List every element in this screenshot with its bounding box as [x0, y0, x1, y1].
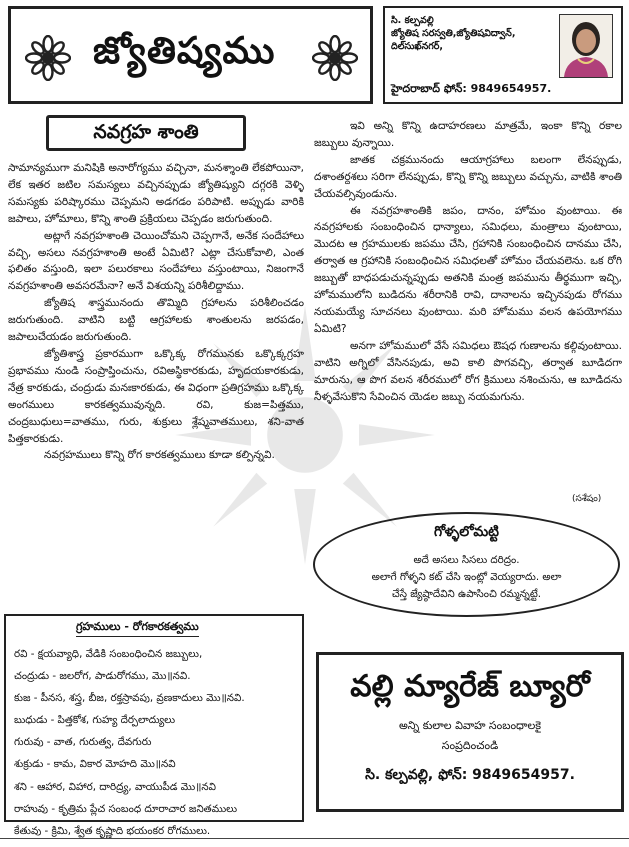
list-item: బుధుడు - పిత్తకోశ, గుహ్య దేర్పలాద్యులు [14, 714, 176, 727]
list-item: కుజ - పీనస, శస్త్ర, బీజ, రక్తస్రావపు, వ్రణకాదులు మొ॥నవి. [14, 692, 245, 705]
paragraph: ఈ నవగ్రహశాంతికి జపం, దానం, హోమం వుంటాయి. ఈ నవగ్రహాలకు సంబంధించిన ధాన్యాలు, సమిధలు, మంత్రాలు వుంటాయి, మొదట ఆ గ్రహములకు జపము చేసి, గ్రహానికి సంబంధించిన దానము చేసి, తర్వాత ఆ గ్రహానికి సంబంధించిన సమిధలతో హోమం చేయవలెను. ఒక రోగి జబ్బుతో బాధపడుచున్నప్పుడు అతనికి మంత్ర జపమును తీర్థముగా ఇచ్చి, హోమములోని బుడిదను శరీరానికి రావి, దానాలను ఇచ్చినపుడు రోగము నయమయ్యే సూచనలు వుంటాయి. మరి హోమము వలన ఉపయోగము ఏమిటి? [314, 204, 622, 335]
list-item: రాహువు - కృత్రిమ ప్లేచ సంబంధ దూరాచార జనితములు [14, 802, 238, 815]
column-title: జ్యోతిష్యము [93, 29, 276, 72]
continued-note: (సశేషం) [572, 494, 602, 504]
article-left-column [8, 160, 304, 464]
paragraph: సామాన్యముగా మనిషికి అనారోగ్యము వచ్చినా, మనశ్శాంతి లేకపోయినా, లేక ఇతర జటిల సమస్యలు వచ్చినప్పుడు జ్యోతిష్యుని దగ్గరకి వెళ్ళి సమస్యకు పరిష్కారము చెప్పమని అడగడం పరిపాటి. అప్పుడు వారికి జపాలు, హోమాలు, కొన్ని శాంతి ప్రక్రియలు చెప్పడం జరుగుతుంది. [8, 162, 304, 225]
bureau-phone: సి. కల్పవల్లి, ఫోన్: 9849654957. [365, 767, 575, 783]
bureau-line: సంప్రదించండి [441, 739, 499, 752]
author-locality: దిల్‌సుఖ్‌నగర్, [391, 41, 444, 53]
bottom-divider [0, 838, 629, 839]
paragraph: ఇవి అన్ని కొన్ని ఉదాహరణలు మాత్రమే, ఇంకా కొన్ని రకాల జబ్బులు వున్నాయి. [314, 120, 622, 149]
bureau-line: అన్ని కులాల వివాహ సంబంధాలకై [398, 719, 542, 732]
gollalo-text [335, 552, 598, 603]
author-phone: హైదరాబాద్ ఫోన్: 9849654957. [391, 82, 552, 95]
gollalo-line: చేస్తే జ్యేష్ఠాదేవిని ఉపాసించి రమ్మన్నట్టే. [391, 588, 542, 600]
graha-list [14, 643, 302, 842]
paragraph: జ్యోతిశాస్త్ర ప్రకారముగా ఒక్కొక్క రోగమునకు ఒక్కొక్కగ్రహ ప్రభావము నుండి సంప్రాప్తించును, రవిఅస్థికారకుడు, హృదయకారకుడు, నేత్ర కారకుడు, చంద్రుడు మనఃకారకుడు, ఈ విధంగా ప్రతిగ్రహము ఒక్కొక్క అంగములు కారకత్వమువున్నది. రవి, కుజ=పిత్తము, చంద్రబుధులు=వాతము, గురు, శుక్రులు శ్లేష్మవాతములు, శని-వాత పిత్తకారకుడు. [8, 347, 305, 445]
graha-box-heading: గ్రహములు - రోగకారకత్వము [76, 620, 199, 637]
gollalo-line: అలాగే గోళ్ళని కట్ చేసి ఇంట్లో వెయ్యరాదు. అలా [371, 571, 562, 583]
person-icon [560, 15, 612, 77]
flower-ornament-icon [25, 35, 71, 81]
article-right-column [314, 118, 622, 405]
flower-ornament-icon [312, 35, 358, 81]
paragraph: నవగ్రహములు కొన్ని రోగ కారకత్వములు కూడా కల్పిన్నవి. [44, 449, 275, 462]
paragraph: జ్యోతిష శాస్త్రమునందు తొమ్మిది గ్రహాలను పరిశీలించడం జరుగుతుంది. వాటిని బట్టి ఆగ్రహాలకు శాంతులను జరపడం, జపాలుచేయడం జరుగుతుంది. [8, 297, 304, 344]
list-item: శుక్రుడు - కామ, వికార మోహది మొ॥నవి [14, 758, 176, 771]
list-item: చంద్రుడు - జలరోగ, పాడురోగము, మొ॥నవి. [14, 670, 191, 683]
paragraph: అట్లాగే నవగ్రహశాంతి చెయించోమని చెప్పగానే, అనేక సందేహాలు వచ్చి, అసలు నవగ్రహశాంతి అంటే ఏమిటి? ఎట్లా చేసుకోవాలి, ఎంత ఫలితం వస్తుంది, ఇలా పలురకాలు సందేహాలు వస్తుంటాయి, నిజంగానే నవగ్రహశాంతి అవసరమేనా? అనే విశయన్ని పరిశీలిద్దాము. [8, 229, 304, 293]
column-title-box [8, 6, 373, 104]
list-item: కేతువు - క్రిమి, శ్వేత కృష్ణాది భయంకర రోగములు. [14, 824, 211, 837]
gollalo-title: గోళ్ళలోమట్టి [434, 524, 499, 540]
list-item: గురువు - వాత, గురుత్వ, దేవగురు [14, 736, 152, 749]
marriage-bureau-ad [316, 652, 624, 812]
author-photo [559, 14, 613, 78]
bureau-title: వల్లి మ్యారేజ్ బ్యూరో [350, 669, 590, 704]
paragraph: జాతక చక్రమునందు ఆయాగ్రహాలు బలంగా లేనప్పుడు, దశాంతర్దశలు సరిగా లేనప్పుడు, కొన్ని కొన్ని జబ్బులు వచ్చును, వాటికి శాంతి చేయవల్సివుండును. [314, 153, 622, 200]
gollalo-line: అదే అసలు సిసలు దరిద్రం. [413, 554, 520, 566]
graha-disease-box [4, 614, 304, 837]
list-item: రవి - క్షయవ్యాధి, వేడికి సంబంధించిన జబ్బులు, [14, 648, 203, 660]
gollalo-matti-box [313, 512, 620, 617]
paragraph: అనగా హోమములో వేసే సమిధలు ఔషధ గుణాలను కల్గివుంటాయి. వాటిని అగ్నిలో వేసినపుడు, అవి కాలి పొగవచ్చి, తర్వాత బూడిదగా మారును, ఆ పొగ వలన శరీరములో రోగ క్రిములు నశించును, ఆ బూడిదను నీళ్ళవేసుకొని సేవించిన యెడల జబ్బు నయమగును. [314, 339, 622, 403]
author-qualification: జ్యోతిష సరస్వతి,జ్యోతిషవిద్వాన్, [391, 28, 516, 40]
list-item: శని - ఆహార, విహార, దారిద్ర్య, వాయుపీడ మొ॥నవి [14, 780, 216, 793]
article-title-box [46, 115, 246, 151]
author-name: సి. కల్పవల్లి [391, 15, 434, 26]
author-box [383, 6, 623, 104]
article-title: నవగ్రహ శాంతి [93, 121, 199, 143]
author-details [391, 14, 559, 53]
